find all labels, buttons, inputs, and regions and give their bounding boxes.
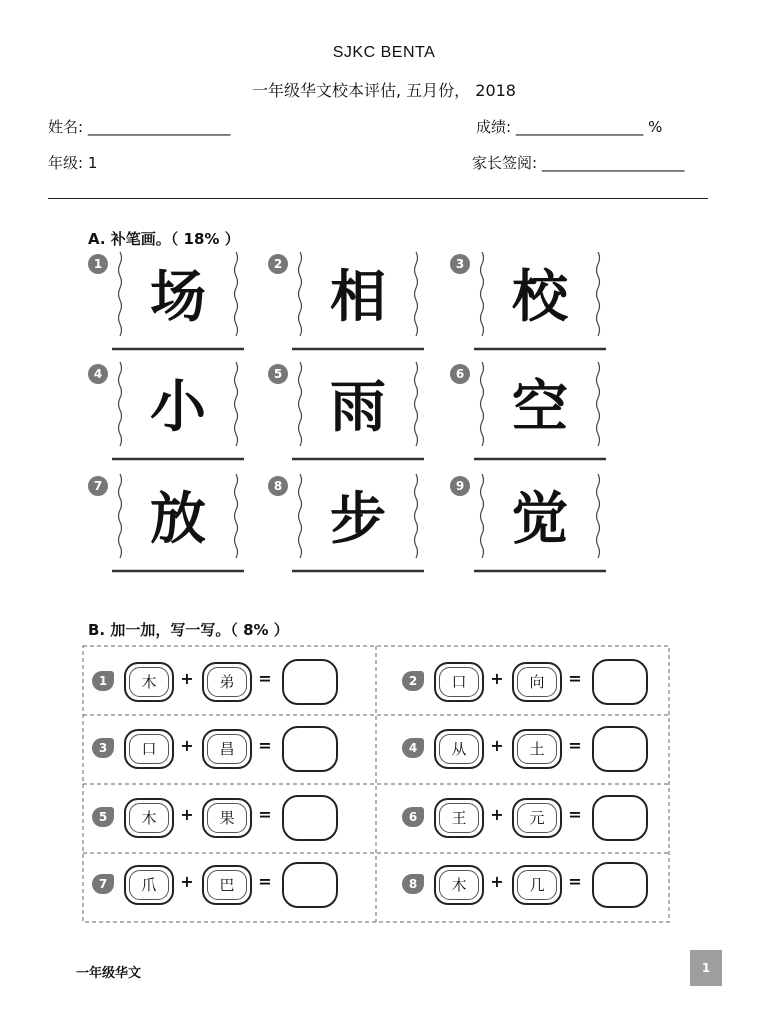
character-glyph: 校 [512,264,568,330]
equals-sign: = [568,805,582,824]
answer-box[interactable] [592,659,648,705]
plus-sign: + [180,805,194,824]
stroke-card[interactable] [455,362,606,462]
component-a-text: 口 [439,667,479,697]
component-a-text: 木 [129,667,169,697]
component-b-text: 果 [207,803,247,833]
addition-equation [402,795,662,839]
item-number-badge: 8 [402,874,424,894]
character-glyph: 雨 [330,374,386,440]
name-field[interactable]: 姓名: ___________________ [48,118,231,136]
item-number-badge: 7 [88,476,108,496]
component-a-text: 从 [439,734,479,764]
section-a-title: A. 补笔画。（ 18% ） [88,230,240,248]
component-a-box [434,798,484,838]
answer-box[interactable] [592,726,648,772]
stroke-card[interactable] [455,252,606,352]
component-a-box [124,662,174,702]
item-number-badge: 1 [92,671,114,691]
character-glyph: 步 [330,486,386,552]
item-number-badge: 7 [92,874,114,894]
stroke-card[interactable] [93,252,244,352]
character-glyph: 相 [330,264,386,330]
plus-sign: + [490,736,504,755]
character-glyph: 小 [150,374,206,440]
component-a-text: 王 [439,803,479,833]
component-a-text: 爪 [129,870,169,900]
plus-sign: + [180,669,194,688]
answer-box[interactable] [592,795,648,841]
section-b-title: B. 加一加，写一写。（ 8% ） [88,621,289,639]
component-b-text: 昌 [207,734,247,764]
component-a-box [434,865,484,905]
answer-box[interactable] [282,795,338,841]
header-divider [48,198,708,199]
answer-box[interactable] [282,659,338,705]
component-a-box [124,865,174,905]
item-number-badge: 4 [402,738,424,758]
item-number-badge: 5 [92,807,114,827]
component-b-box [202,662,252,702]
score-field[interactable]: 成绩: _________________ % [476,118,663,136]
addition-equation [92,862,352,906]
item-number-badge: 8 [268,476,288,496]
component-b-box [202,865,252,905]
equals-sign: = [568,872,582,891]
item-number-badge: 3 [450,254,470,274]
component-a-text: 木 [129,803,169,833]
stroke-card[interactable] [93,474,244,574]
addition-equation [92,659,352,703]
stroke-card[interactable] [455,474,606,574]
item-number-badge: 6 [402,807,424,827]
equals-sign: = [258,736,272,755]
component-b-box [202,798,252,838]
item-number-badge: 5 [268,364,288,384]
component-a-box [124,798,174,838]
component-a-box [434,662,484,702]
component-b-text: 弟 [207,667,247,697]
component-b-text: 巴 [207,870,247,900]
school-name: SJKC BENTA [332,44,436,61]
item-number-badge: 2 [402,671,424,691]
character-glyph: 觉 [512,486,568,552]
plus-sign: + [490,872,504,891]
component-b-text: 元 [517,803,557,833]
component-b-box [202,729,252,769]
component-b-box [512,662,562,702]
grade-field: 年级: 1 [48,154,98,172]
stroke-card[interactable] [273,474,424,574]
component-b-box [512,865,562,905]
footer-subject: 一年级华文 [76,966,142,981]
answer-box[interactable] [282,862,338,908]
addition-equation [92,795,352,839]
parent-signature-field[interactable]: 家长签阅: ___________________ [472,154,685,172]
addition-equation [402,862,662,906]
answer-box[interactable] [592,862,648,908]
character-glyph: 场 [150,264,206,330]
item-number-badge: 9 [450,476,470,496]
addition-equation [402,726,662,770]
equals-sign: = [258,669,272,688]
equals-sign: = [568,669,582,688]
component-a-box [434,729,484,769]
component-b-text: 土 [517,734,557,764]
plus-sign: + [180,736,194,755]
stroke-card[interactable] [93,362,244,462]
stroke-card[interactable] [273,252,424,352]
assessment-title: 一年级华文校本评估, 五月份， 2018 [252,81,516,100]
character-glyph: 放 [150,486,206,552]
component-b-box [512,729,562,769]
page-number: 1 [690,950,722,986]
component-a-box [124,729,174,769]
equals-sign: = [258,805,272,824]
component-a-text: 口 [129,734,169,764]
answer-box[interactable] [282,726,338,772]
addition-equation [402,659,662,703]
component-b-text: 几 [517,870,557,900]
item-number-badge: 3 [92,738,114,758]
component-b-text: 向 [517,667,557,697]
item-number-badge: 1 [88,254,108,274]
item-number-badge: 2 [268,254,288,274]
addition-equation [92,726,352,770]
component-b-box [512,798,562,838]
plus-sign: + [180,872,194,891]
item-number-badge: 4 [88,364,108,384]
plus-sign: + [490,805,504,824]
component-a-text: 木 [439,870,479,900]
character-glyph: 空 [512,374,568,440]
equals-sign: = [568,736,582,755]
stroke-card[interactable] [273,362,424,462]
plus-sign: + [490,669,504,688]
equals-sign: = [258,872,272,891]
item-number-badge: 6 [450,364,470,384]
